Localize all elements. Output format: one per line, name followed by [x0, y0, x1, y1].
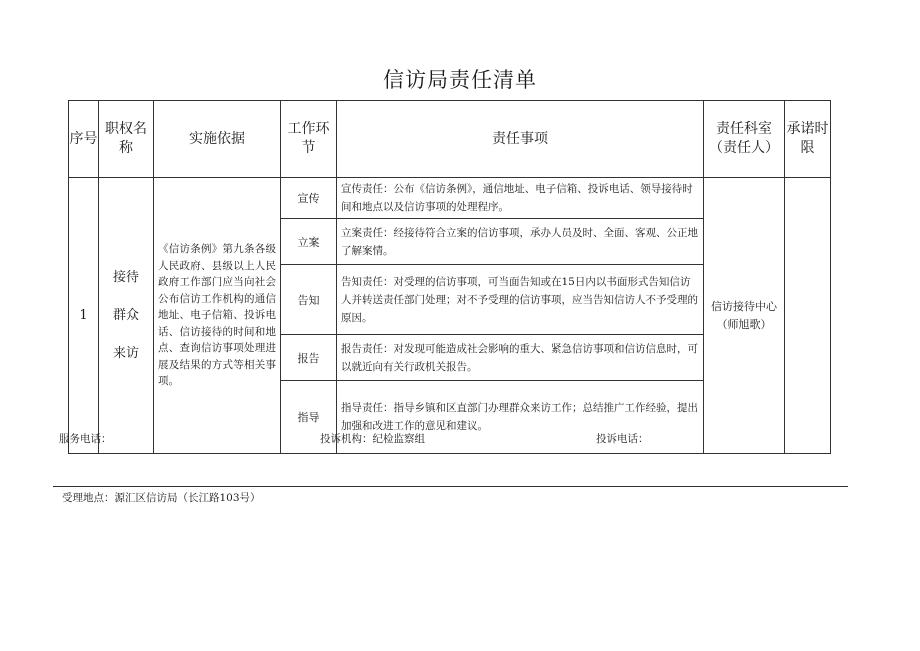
header-row — [69, 101, 831, 178]
complaint-org: 投诉机构：纪检监察组 — [320, 433, 425, 445]
stage-name: 指导 — [281, 381, 337, 454]
table-row — [69, 178, 831, 219]
header-promise: 承诺时限 — [785, 101, 831, 178]
dept-name: 信访接待中心 — [711, 299, 777, 313]
stage-name: 立案 — [281, 219, 337, 265]
row-dept — [704, 178, 785, 454]
complaint-phone: 投诉电话： — [596, 433, 649, 445]
stage-name: 宣传 — [281, 178, 337, 219]
header-basis: 实施依据 — [154, 101, 281, 178]
service-phone: 服务电话： — [59, 433, 112, 445]
header-power-name: 职权名称 — [99, 101, 154, 178]
power-name-line: 接待 — [112, 269, 139, 285]
header-dept: 责任科室（责任人） — [704, 101, 785, 178]
dept-person: （师旭歌） — [716, 317, 772, 331]
row-seq: 1 — [69, 178, 99, 454]
stage-name: 告知 — [281, 265, 337, 335]
stage-duty: 报告责任：对发现可能造成社会影响的重大、紧急信访事项和信访信息时，可以就近向有关行政机关报告。 — [337, 335, 704, 381]
divider — [53, 486, 848, 487]
power-name-line: 群众 — [112, 307, 139, 323]
row-basis: 《信访条例》第九条各级人民政府、县级以上人民政府工作部门应当向社会公布信访工作机构的通信地址、电子信箱、投诉电话、信访接待的时间和地点、查询信访事项处理进展及结果的方式等相关事项。 — [154, 178, 281, 454]
responsibility-table — [68, 100, 831, 454]
power-name-line: 来访 — [112, 345, 139, 361]
header-items: 责任事项 — [337, 101, 704, 178]
stage-duty: 指导责任：指导乡镇和区直部门办理群众来访工作；总结推广工作经验，提出加强和改进工作的意见和建议。 — [337, 381, 704, 454]
header-stage: 工作环节 — [281, 101, 337, 178]
header-seq: 序号 — [69, 101, 99, 178]
row-promise — [785, 178, 831, 454]
stage-duty: 立案责任：经接待符合立案的信访事项，承办人员及时、全面、客观、公正地了解案情。 — [337, 219, 704, 265]
address: 受理地点：源汇区信访局（长江路103号） — [62, 492, 261, 504]
stage-name: 报告 — [281, 335, 337, 381]
stage-duty: 告知责任：对受理的信访事项，可当面告知或在15日内以书面形式告知信访人并转送责任部门处理；对不予受理的信访事项，应当告知信访人不予受理的原因。 — [337, 265, 704, 335]
stage-duty: 宣传责任：公布《信访条例》，通信地址、电子信箱、投诉电话、领导接待时间和地点以及信访事项的处理程序。 — [337, 178, 704, 219]
row-power-name — [99, 178, 154, 454]
page-title: 信访局责任清单 — [383, 68, 537, 92]
